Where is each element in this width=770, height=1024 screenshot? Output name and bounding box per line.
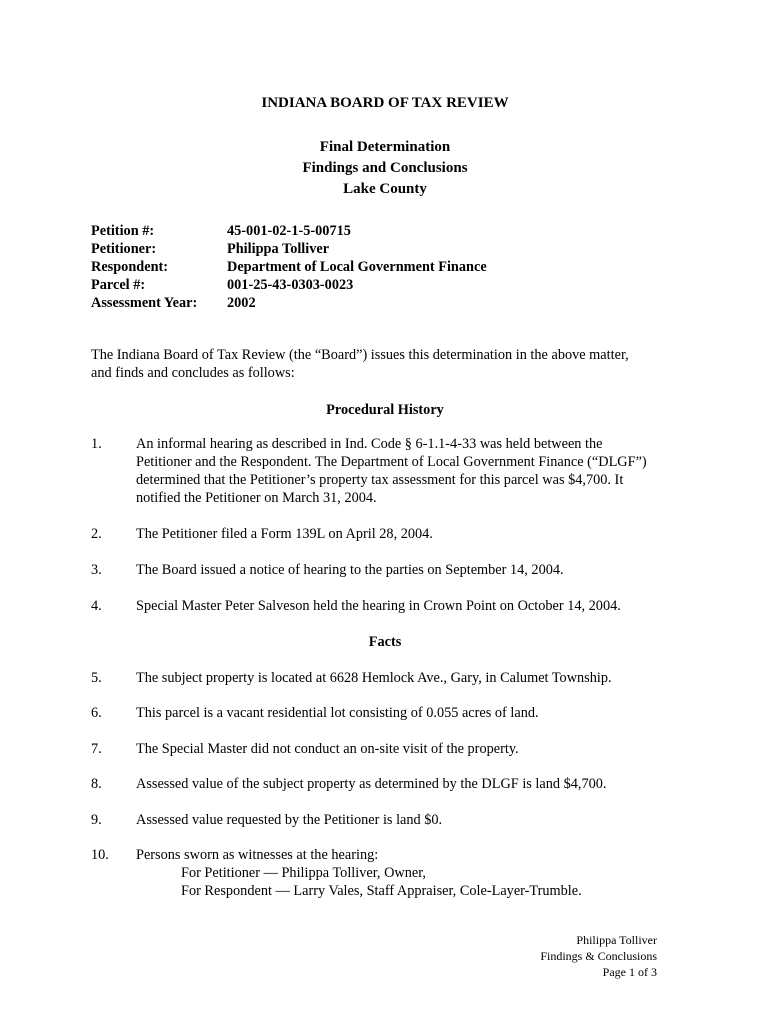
numbered-item-7 — [91, 740, 671, 758]
numbered-item-3 — [91, 561, 671, 579]
case-metadata — [91, 222, 487, 312]
doc-subtitle: Findings and Conclusions — [302, 160, 468, 176]
county-title: Lake County — [343, 181, 427, 197]
item-number: 2. — [91, 526, 102, 542]
numbered-item-6 — [91, 704, 671, 722]
numbered-item-10 — [91, 846, 671, 900]
item-number: 6. — [91, 705, 102, 721]
numbered-item-4 — [91, 597, 671, 615]
item-line: The Board issued a notice of hearing to the parties on September 14, 2004. — [136, 562, 564, 578]
meta-label: Respondent: — [91, 259, 169, 275]
meta-row-respondent — [91, 258, 487, 276]
page-footer — [540, 932, 657, 980]
item-line: Persons sworn as witnesses at the hearing: — [136, 847, 379, 863]
meta-label: Assessment Year: — [91, 295, 198, 311]
footer-petitioner-name: Philippa Tolliver — [576, 933, 657, 947]
meta-value: Philippa Tolliver — [227, 241, 330, 257]
item-number: 7. — [91, 741, 102, 757]
meta-value: 2002 — [227, 295, 256, 311]
item-number: 9. — [91, 812, 102, 828]
intro-line: and finds and concludes as follows: — [91, 365, 295, 381]
meta-value: 45-001-02-1-5-00715 — [227, 223, 351, 239]
item-line: Assessed value requested by the Petitioner is land $0. — [136, 812, 443, 828]
item-line: notified the Petitioner on March 31, 2004. — [136, 490, 377, 506]
item-number: 4. — [91, 598, 102, 614]
numbered-item-5 — [91, 669, 671, 687]
numbered-item-2 — [91, 525, 671, 543]
meta-value: 001-25-43-0303-0023 — [227, 277, 354, 293]
footer-page-number: Page 1 of 3 — [602, 965, 657, 979]
item-line: Special Master Peter Salveson held the hearing in Crown Point on October 14, 2004. — [136, 598, 621, 614]
item-text — [136, 846, 671, 900]
item-number: 5. — [91, 670, 102, 686]
numbered-item-9 — [91, 811, 671, 829]
footer-document-name: Findings & Conclusions — [540, 949, 657, 963]
item-line: The Special Master did not conduct an on-site visit of the property. — [136, 741, 519, 757]
meta-row-year — [91, 294, 487, 312]
witness-line: For Respondent — Larry Vales, Staff Appraiser, Cole-Layer-Trumble. — [181, 883, 582, 899]
item-line: An informal hearing as described in Ind. Code § 6-1.1-4-33 was held between the — [136, 436, 603, 452]
meta-row-petition — [91, 222, 487, 240]
meta-row-petitioner — [91, 240, 487, 258]
item-line: determined that the Petitioner’s property tax assessment for this parcel was $4,700. It — [136, 472, 624, 488]
section-heading-procedural-history: Procedural History — [326, 402, 444, 418]
witness-line: For Petitioner — Philippa Tolliver, Owner, — [181, 865, 426, 881]
numbered-item-1 — [91, 435, 671, 507]
item-number: 8. — [91, 776, 102, 792]
intro-line: The Indiana Board of Tax Review (the “Board”) issues this determination in the above matter, — [91, 347, 629, 363]
meta-label: Petitioner: — [91, 241, 157, 257]
item-line: This parcel is a vacant residential lot consisting of 0.055 acres of land. — [136, 705, 539, 721]
item-number: 1. — [91, 436, 102, 452]
numbered-item-8 — [91, 775, 671, 793]
item-line: Petitioner and the Respondent. The Department of Local Government Finance (“DLGF”) — [136, 454, 647, 470]
meta-row-parcel — [91, 276, 487, 294]
item-line: The Petitioner filed a Form 139L on April 28, 2004. — [136, 526, 433, 542]
item-line: The subject property is located at 6628 Hemlock Ave., Gary, in Calumet Township. — [136, 670, 612, 686]
board-title: INDIANA BOARD OF TAX REVIEW — [261, 95, 509, 111]
meta-value: Department of Local Government Finance — [227, 259, 487, 275]
item-number: 10. — [91, 847, 109, 863]
item-number: 3. — [91, 562, 102, 578]
meta-label: Parcel #: — [91, 277, 146, 293]
item-text — [136, 435, 671, 507]
section-heading-facts: Facts — [368, 634, 402, 650]
meta-label: Petition #: — [91, 223, 155, 239]
item-line: Assessed value of the subject property as determined by the DLGF is land $4,700. — [136, 776, 607, 792]
doc-title: Final Determination — [319, 139, 451, 155]
intro-paragraph — [91, 346, 671, 382]
